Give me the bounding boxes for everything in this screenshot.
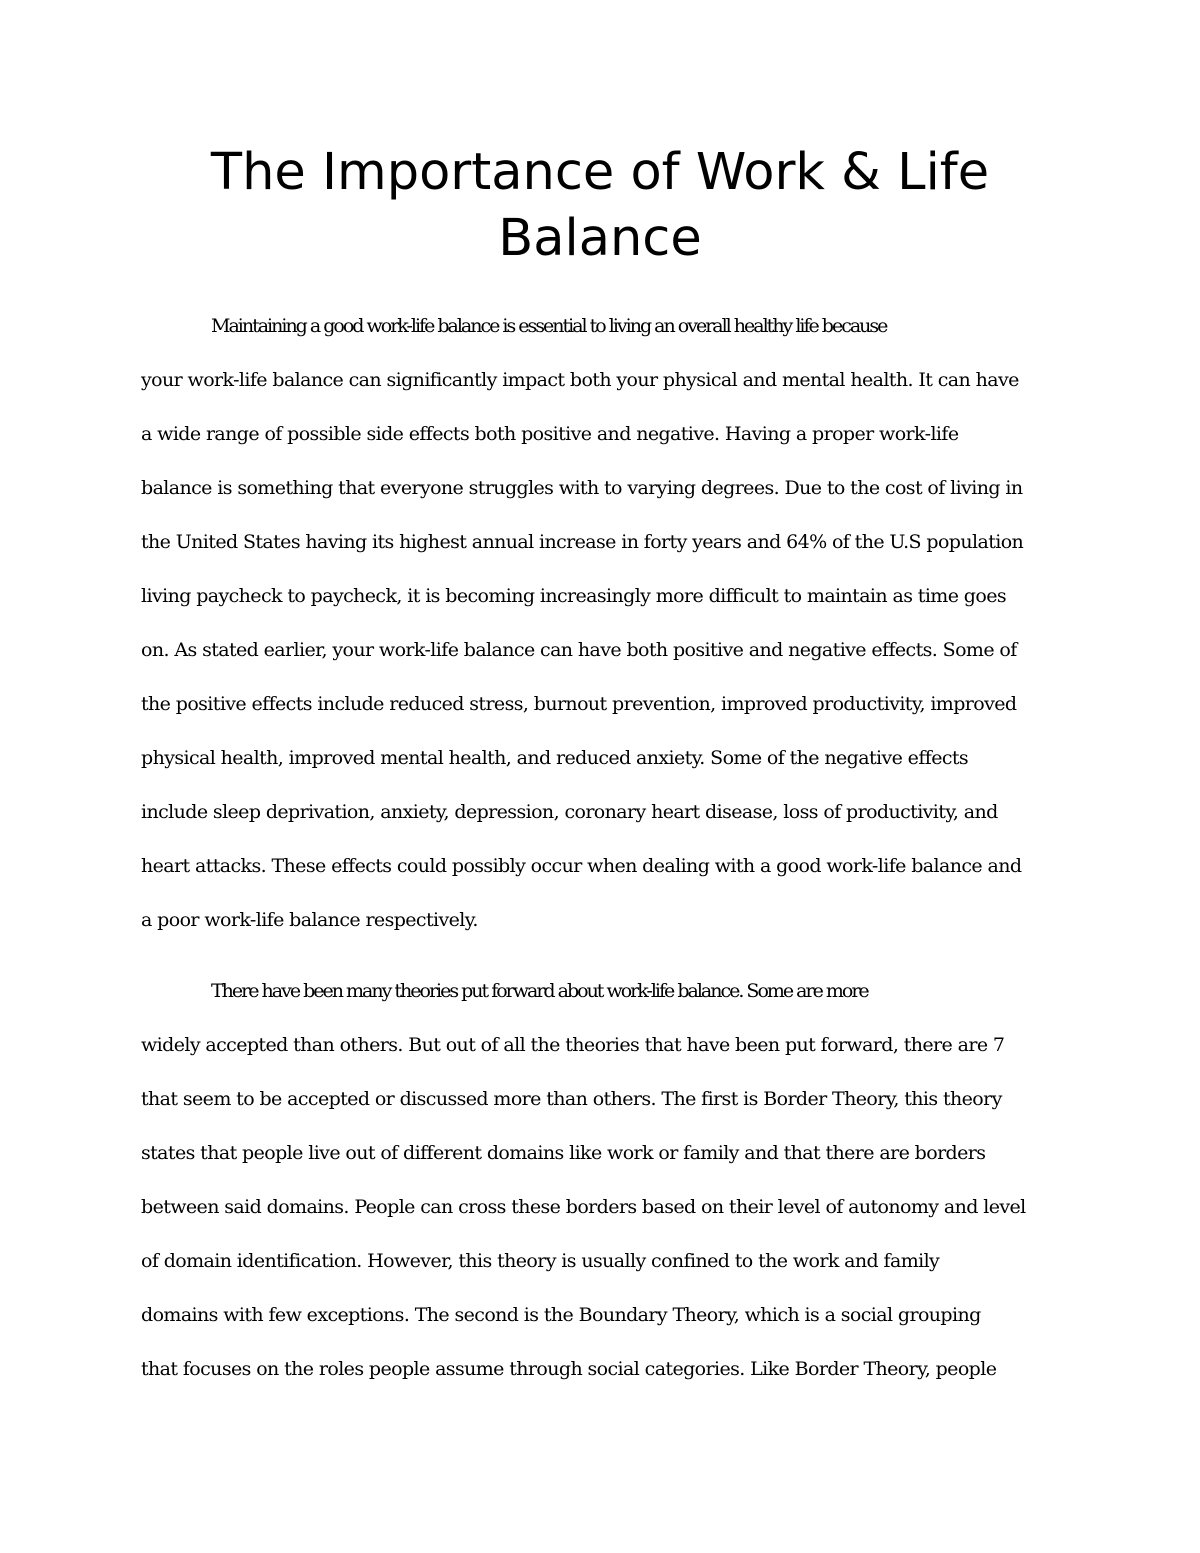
text-line: between said domains. People can cross these borders based on their level of autonomy and level	[141, 1196, 1026, 1218]
text-line: living paycheck to paycheck, it is becoming increasingly more difficult to maintain as time goes	[141, 585, 1007, 607]
text-line: Maintaining a good work-life balance is essential to living an overall healthy life because	[211, 315, 887, 337]
text-line: the positive effects include reduced stress, burnout prevention, improved productivity, improved	[141, 693, 1017, 715]
text-line: balance is something that everyone struggles with to varying degrees. Due to the cost of living in	[141, 477, 1023, 499]
text-line: your work-life balance can significantly impact both your physical and mental health. It can have	[141, 369, 1019, 391]
text-line: physical health, improved mental health, and reduced anxiety. Some of the negative effects	[141, 747, 969, 769]
text-line: heart attacks. These effects could possibly occur when dealing with a good work-life balance and	[141, 855, 1022, 877]
text-line: the United States having its highest annual increase in forty years and 64% of the U.S population	[141, 531, 1024, 553]
text-line: domains with few exceptions. The second is the Boundary Theory, which is a social grouping	[141, 1304, 981, 1326]
document-title-line-1: The Importance of Work & Life	[210, 143, 990, 202]
text-line: of domain identification. However, this theory is usually confined to the work and family	[141, 1250, 940, 1272]
document-title-line-2: Balance	[498, 209, 702, 268]
text-line: that focuses on the roles people assume through social categories. Like Border Theory, people	[141, 1358, 997, 1380]
text-line: There have been many theories put forward about work-life balance. Some are more	[211, 980, 868, 1002]
text-line: that seem to be accepted or discussed more than others. The first is Border Theory, this theory	[141, 1088, 1002, 1110]
text-line: a poor work-life balance respectively.	[141, 909, 478, 931]
text-line: include sleep deprivation, anxiety, depression, coronary heart disease, loss of productivity, and	[141, 801, 998, 823]
text-line: on. As stated earlier, your work-life balance can have both positive and negative effects. Some of	[141, 639, 1017, 661]
text-line: a wide range of possible side effects both positive and negative. Having a proper work-life	[141, 423, 959, 445]
text-line: widely accepted than others. But out of all the theories that have been put forward, there are 7	[141, 1034, 1005, 1056]
text-line: states that people live out of different domains like work or family and that there are borders	[141, 1142, 986, 1164]
